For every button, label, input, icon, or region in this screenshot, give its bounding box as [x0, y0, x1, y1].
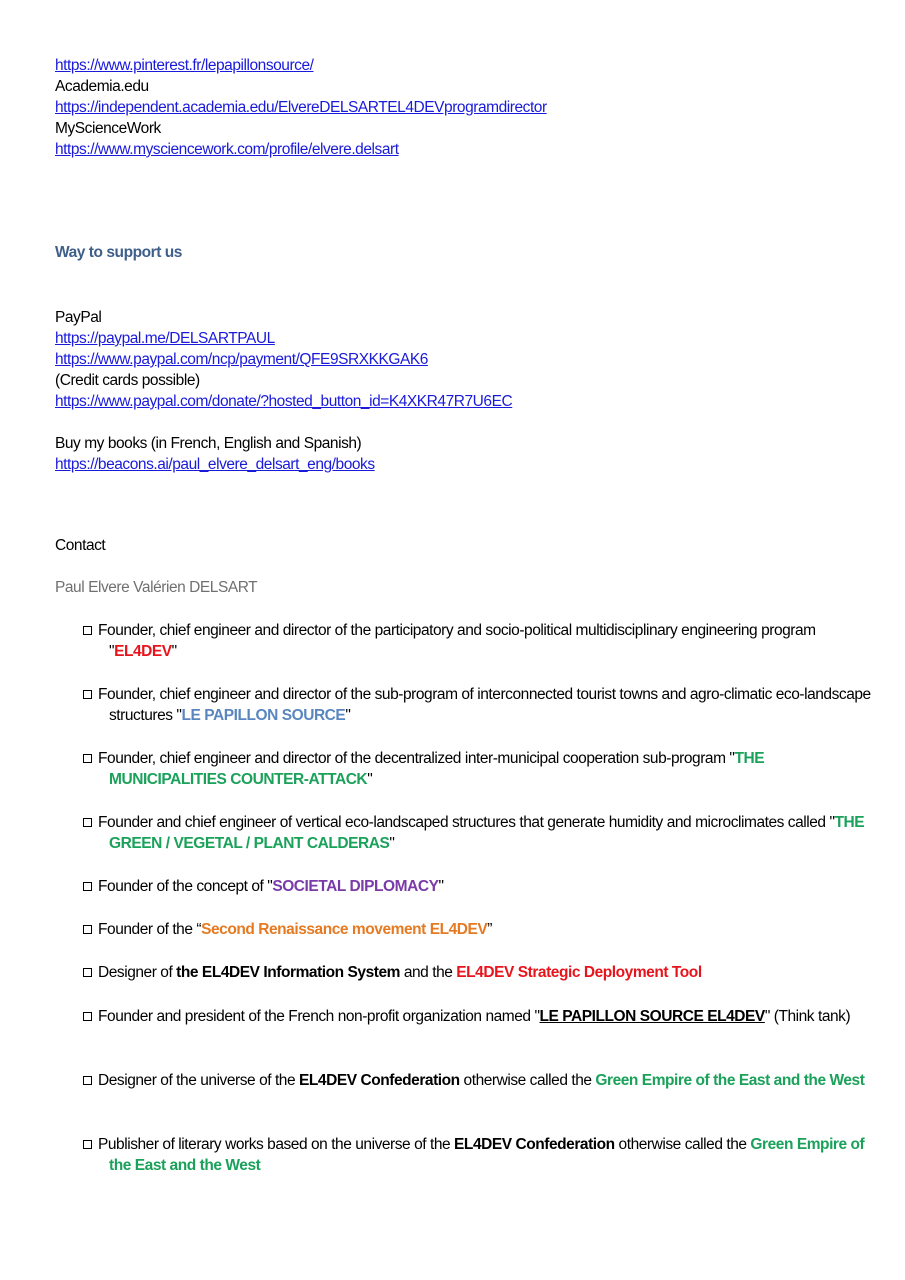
books-label: Buy my books (in French, English and Spanish) — [55, 435, 362, 452]
contact-heading: Contact — [55, 537, 106, 554]
list-item: Designer of the universe of the EL4DEV Confederation otherwise called the Green Empire of the East and the West — [83, 1070, 879, 1091]
checkbox-square-icon — [83, 1012, 92, 1021]
books-link[interactable]: https://beacons.ai/paul_elvere_delsart_eng/books — [55, 456, 375, 473]
list-item: Founder, chief engineer and director of the participatory and socio-political multidisciplinary engineering program "EL4DEV" — [83, 620, 879, 662]
list-item: Founder of the concept of "SOCIETAL DIPLOMACY" — [83, 876, 879, 897]
paypal-me-link[interactable]: https://paypal.me/DELSARTPAUL — [55, 330, 275, 347]
credit-cards-note: (Credit cards possible) — [55, 372, 200, 389]
pinterest-link[interactable]: https://www.pinterest.fr/lepapillonsource/ — [55, 57, 314, 74]
list-item: Founder of the “Second Renaissance movement EL4DEV” — [83, 919, 879, 940]
checkbox-square-icon — [83, 1140, 92, 1149]
mysciencework-link[interactable]: https://www.mysciencework.com/profile/elvere.delsart — [55, 141, 399, 158]
paypal-donate-link[interactable]: https://www.paypal.com/donate/?hosted_button_id=K4XKR47R7U6EC — [55, 393, 513, 410]
contact-name: Paul Elvere Valérien DELSART — [55, 579, 258, 596]
checkbox-square-icon — [83, 626, 92, 635]
list-item: Founder, chief engineer and director of the decentralized inter-municipal cooperation sub-program "THE MUNICIPALITIES COUNTER-ATTACK" — [83, 748, 879, 790]
academia-label: Academia.edu — [55, 78, 149, 95]
list-item: Founder, chief engineer and director of the sub-program of interconnected tourist towns and agro-climatic eco-landscape structures "LE PAPILLON SOURCE" — [83, 684, 879, 726]
paypal-payment-link[interactable]: https://www.paypal.com/ncp/payment/QFE9SRXKKGAK6 — [55, 351, 428, 368]
academia-link[interactable]: https://independent.academia.edu/ElvereDELSARTEL4DEVprogramdirector — [55, 99, 547, 116]
list-item: Publisher of literary works based on the universe of the EL4DEV Confederation otherwise called the Green Empire of the East and the West — [83, 1134, 879, 1176]
checkbox-square-icon — [83, 690, 92, 699]
list-item: Founder and chief engineer of vertical eco-landscaped structures that generate humidity and microclimates called "THE GREEN / VEGETAL / PLANT CALDERAS" — [83, 812, 879, 854]
checkbox-square-icon — [83, 754, 92, 763]
checkbox-square-icon — [83, 925, 92, 934]
checkbox-square-icon — [83, 1076, 92, 1085]
checkbox-square-icon — [83, 818, 92, 827]
list-item: Designer of the EL4DEV Information System and the EL4DEV Strategic Deployment Tool — [83, 962, 879, 983]
list-item: Founder and president of the French non-profit organization named "LE PAPILLON SOURCE EL4DEV" (Think tank) — [83, 1006, 879, 1027]
paypal-label: PayPal — [55, 309, 102, 326]
support-heading: Way to support us — [55, 244, 182, 261]
mysciencework-label: MyScienceWork — [55, 120, 161, 137]
checkbox-square-icon — [83, 882, 92, 891]
checkbox-square-icon — [83, 968, 92, 977]
